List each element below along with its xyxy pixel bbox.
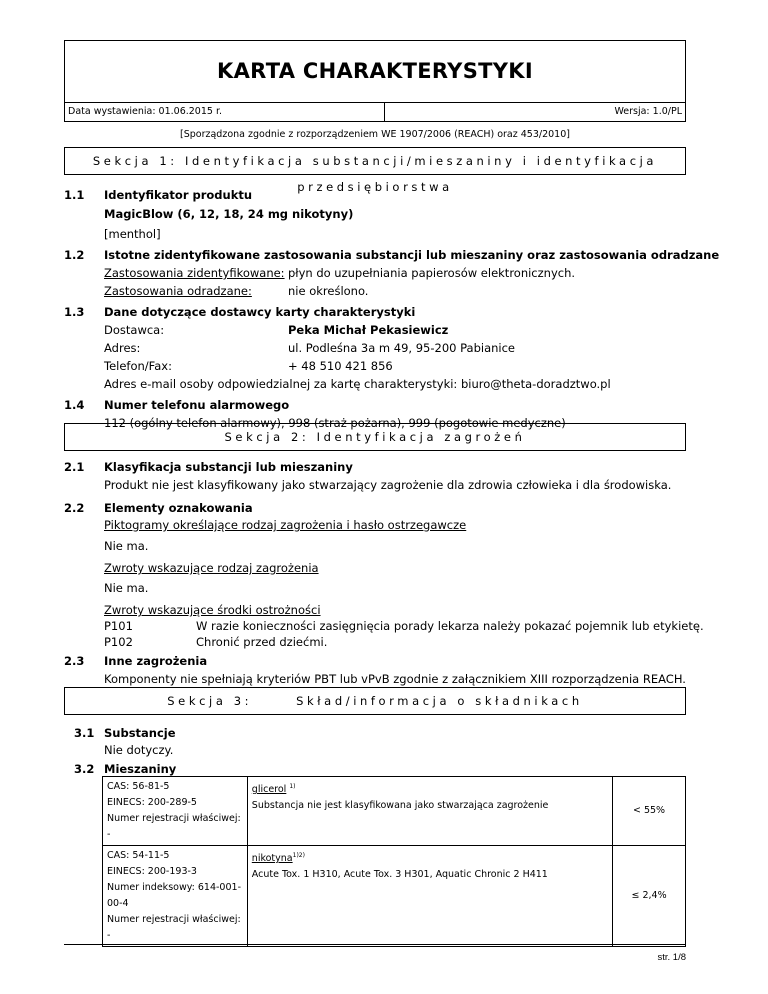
document-title: KARTA CHARAKTERYSTYKI [217, 59, 533, 83]
supplier-value: Peka Michał Pekasiewicz [288, 323, 449, 337]
version: Wersja: 1.0/PL [614, 106, 682, 117]
section-2-heading-text: Sekcja 2: Identyfikacja zagrożeń [224, 430, 526, 444]
s11-title: Identyfikator produktu [104, 188, 253, 202]
s12-title: Istotne zidentyfikowane zastosowania substancji lub mieszaniny oraz zastosowania odradzane [104, 248, 720, 262]
p101-text: W razie konieczności zasięgnięcia porady lekarza należy pokazać pojemnik lub etykietę. [196, 619, 704, 633]
substances-text: Nie dotyczy. [104, 743, 174, 757]
s31-number: 3.1 [74, 726, 95, 740]
concentration: < 55% [632, 805, 666, 816]
s21-number: 2.1 [64, 460, 85, 474]
s23-number: 2.3 [64, 654, 85, 668]
advised-against-label: Zastosowania odradzane: [104, 284, 252, 298]
s22-number: 2.2 [64, 501, 85, 515]
s32-number: 3.2 [74, 762, 95, 776]
email-line: Adres e-mail osoby odpowiedzialnej za kartę charakterystyki: biuro@theta-doradztwo.pl [104, 377, 611, 391]
section-2-heading [64, 423, 686, 451]
p101-code: P101 [104, 619, 133, 633]
substance-name: nikotyna [251, 853, 293, 865]
s31-title: Substancje [104, 726, 176, 740]
classification-text: Produkt nie jest klasyfikowany jako stwarzający zagrożenie dla zdrowia człowieka i dla środowiska. [104, 478, 672, 492]
substance-classification: Acute Tox. 1 H310, Acute Tox. 3 H301, Aquatic Chronic 2 H411 [251, 869, 548, 881]
page-number: str. 1/8 [657, 952, 686, 963]
index-number: Numer indeksowy: 614-001-00-4 [107, 882, 241, 909]
advised-against-value: nie określono. [288, 284, 369, 298]
section-3-heading-a: Sekcja 3: [167, 694, 253, 708]
footnote-ref: 1)2) [292, 852, 305, 859]
address-label: Adres: [104, 341, 141, 355]
hazard-statements-value: Nie ma. [104, 581, 149, 595]
table-row [103, 846, 686, 947]
pictograms-label: Piktogramy określające rodzaj zagrożenia i hasło ostrzegawcze [104, 518, 467, 532]
emergency-phones: 112 (ogólny telefon alarmowy), 998 (straż pożarna), 999 (pogotowie medyczne) [104, 416, 566, 430]
p102-text: Chronić przed dziećmi. [196, 635, 328, 649]
section-1-heading-text: Sekcja 1: Identyfikacja substancji/mieszaniny i identyfikacja przedsiębiorstwa [92, 154, 658, 194]
issue-date: Data wystawienia: 01.06.2015 r. [68, 106, 223, 117]
s21-title: Klasyfikacja substancji lub mieszaniny [104, 460, 353, 474]
substance-name: glicerol [251, 784, 287, 796]
product-flavor: [menthol] [104, 227, 161, 241]
identified-uses-value: płyn do uzupełniania papierosów elektronicznych. [288, 266, 576, 280]
cas-number: CAS: 54-11-5 [107, 850, 170, 861]
footnote-ref: 1) [289, 783, 296, 790]
s23-title: Inne zagrożenia [104, 654, 208, 668]
s14-number: 1.4 [64, 398, 85, 412]
pictograms-value: Nie ma. [104, 539, 149, 553]
substance-cell [247, 846, 612, 947]
einecs-number: EINECS: 200-289-5 [107, 797, 197, 808]
s13-number: 1.3 [64, 305, 85, 319]
registration-number: Numer rejestracji właściwej: - [107, 813, 241, 840]
identifiers-cell [103, 846, 248, 947]
concentration-cell [613, 846, 686, 947]
concentration-cell [613, 777, 686, 846]
address-value: ul. Podleśna 3a m 49, 95-200 Pabianice [288, 341, 516, 355]
cas-number: CAS: 56-81-5 [107, 781, 170, 792]
s13-title: Dane dotyczące dostawcy karty charakterystyki [104, 305, 416, 319]
substance-classification: Substancja nie jest klasyfikowana jako stwarzająca zagrożenie [251, 800, 549, 812]
section-3-heading [64, 687, 686, 715]
identifiers-cell [103, 777, 248, 846]
composition-table [102, 776, 686, 947]
other-hazards-text: Komponenty nie spełniają kryteriów PBT lub vPvB zgodnie z załącznikiem XIII rozporządzenia REACH. [104, 672, 686, 686]
phone-label: Telefon/Fax: [104, 359, 172, 373]
regulation-note: [Sporządzona zgodnie z rozporządzeniem WE 1907/2006 (REACH) oraz 453/2010] [180, 129, 570, 140]
supplier-label: Dostawca: [104, 323, 165, 337]
p102-code: P102 [104, 635, 133, 649]
table-row [103, 777, 686, 846]
s22-title: Elementy oznakowania [104, 501, 253, 515]
s14-title: Numer telefonu alarmowego [104, 398, 290, 412]
section-1-heading [64, 147, 686, 194]
section-3-heading-b: Skład/informacja o składnikach [296, 694, 583, 708]
phone-value: + 48 510 421 856 [288, 359, 393, 373]
footer-rule [64, 944, 686, 945]
s32-title: Mieszaniny [104, 762, 177, 776]
s11-number: 1.1 [64, 188, 85, 202]
einecs-number: EINECS: 200-193-3 [107, 866, 197, 877]
hazard-statements-label: Zwroty wskazujące rodzaj zagrożenia [104, 561, 319, 575]
identified-uses-label: Zastosowania zidentyfikowane: [104, 266, 285, 280]
registration-number: Numer rejestracji właściwej: - [107, 914, 241, 941]
s12-number: 1.2 [64, 248, 85, 262]
substance-cell [247, 777, 612, 846]
product-name: MagicBlow (6, 12, 18, 24 mg nikotyny) [104, 207, 354, 221]
concentration: ≤ 2,4% [631, 890, 667, 901]
precaution-label: Zwroty wskazujące środki ostrożności [104, 603, 321, 617]
